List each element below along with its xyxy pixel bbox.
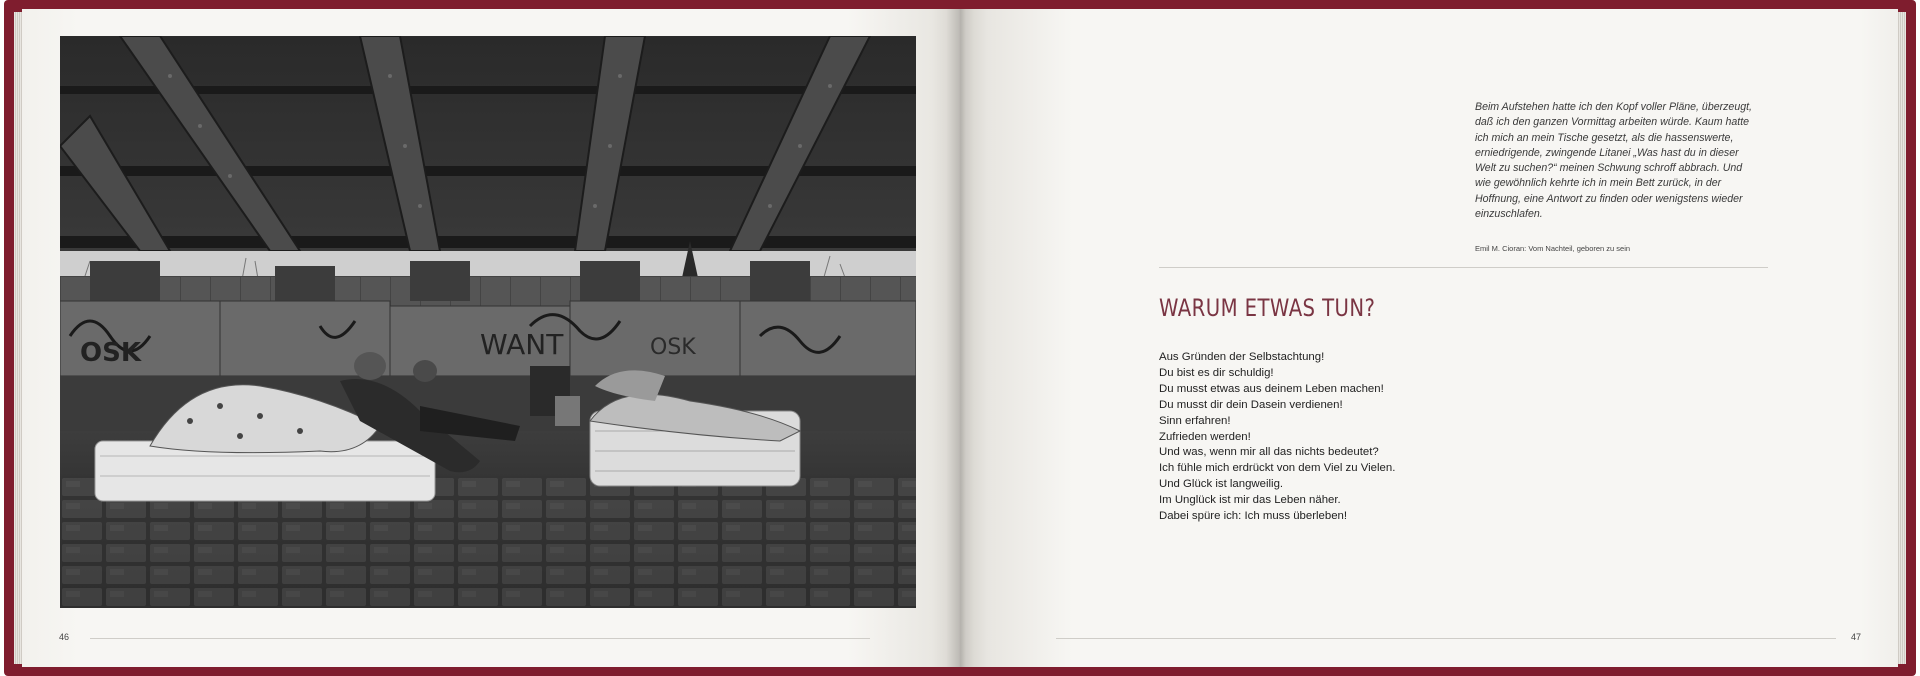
page-edges-left <box>14 12 22 664</box>
page-number-left: 46 <box>59 632 70 642</box>
body-line: Aus Gründen der Selbstachtung! <box>1159 351 1325 363</box>
body-line: Sinn erfahren! <box>1159 414 1231 427</box>
body-line: Und was, wenn mir all das nichts bedeutet? <box>1159 446 1379 459</box>
body-line: Du musst dir dein Dasein verdienen! <box>1159 398 1343 411</box>
body-line: Und Glück ist langweilig. <box>1159 478 1284 491</box>
quote-line: wie gewöhnlich kehrte ich in mein Bett zurück, in der <box>1475 177 1722 190</box>
body-line: Du musst etwas aus deinem Leben machen! <box>1159 382 1384 395</box>
quote-line: erniedrigende, zwingende Litanei „Was hast du in dieser <box>1475 146 1739 159</box>
quote-line: Hoffnung, eine Antwort zu finden oder wenigstens wieder <box>1475 192 1743 205</box>
body-line: Im Unglück ist mir das Leben näher. <box>1159 494 1341 507</box>
body-text <box>1159 350 1579 525</box>
footer-rule-left <box>90 638 870 639</box>
quote-line: ich mich an mein Tische gesetzt, als die hassenswerte, <box>1475 131 1734 144</box>
page-number-right: 47 <box>1851 632 1862 642</box>
quote-line: Welt zu suchen?“ meinen Schwung schroff abbrach. Und <box>1475 162 1743 175</box>
graffiti-text: WANT <box>480 328 564 361</box>
quote-line: Beim Aufstehen hatte ich den Kopf voller Pläne, überzeugt, <box>1475 101 1752 113</box>
epigraph-quote <box>1475 100 1775 222</box>
graffiti-text: OSK <box>650 335 696 360</box>
book-gutter <box>946 9 974 667</box>
bridge-underpass-photo <box>60 36 916 608</box>
body-line: Du bist es dir schuldig! <box>1159 366 1274 379</box>
quote-divider <box>1159 267 1768 268</box>
footer-rule-right <box>1056 638 1836 639</box>
body-line: Zufrieden werden! <box>1159 430 1251 443</box>
photograph-icon <box>60 36 916 608</box>
page-edges-right <box>1898 12 1906 664</box>
quote-line: daß ich den ganzen Vormittag arbeiten würde. Kaum hatte <box>1475 116 1750 129</box>
body-line: Ich fühle mich erdrückt von dem Viel zu Vielen. <box>1159 462 1396 475</box>
graffiti-text: OSK <box>80 338 141 368</box>
body-line: Dabei spüre ich: Ich muss überleben! <box>1159 510 1348 523</box>
quote-line: einzuschlafen. <box>1475 208 1543 221</box>
chapter-heading: WARUM ETWAS TUN? <box>1159 294 1376 322</box>
quote-source: Emil M. Cioran: Vom Nachteil, geboren zu sein <box>1475 244 1631 253</box>
